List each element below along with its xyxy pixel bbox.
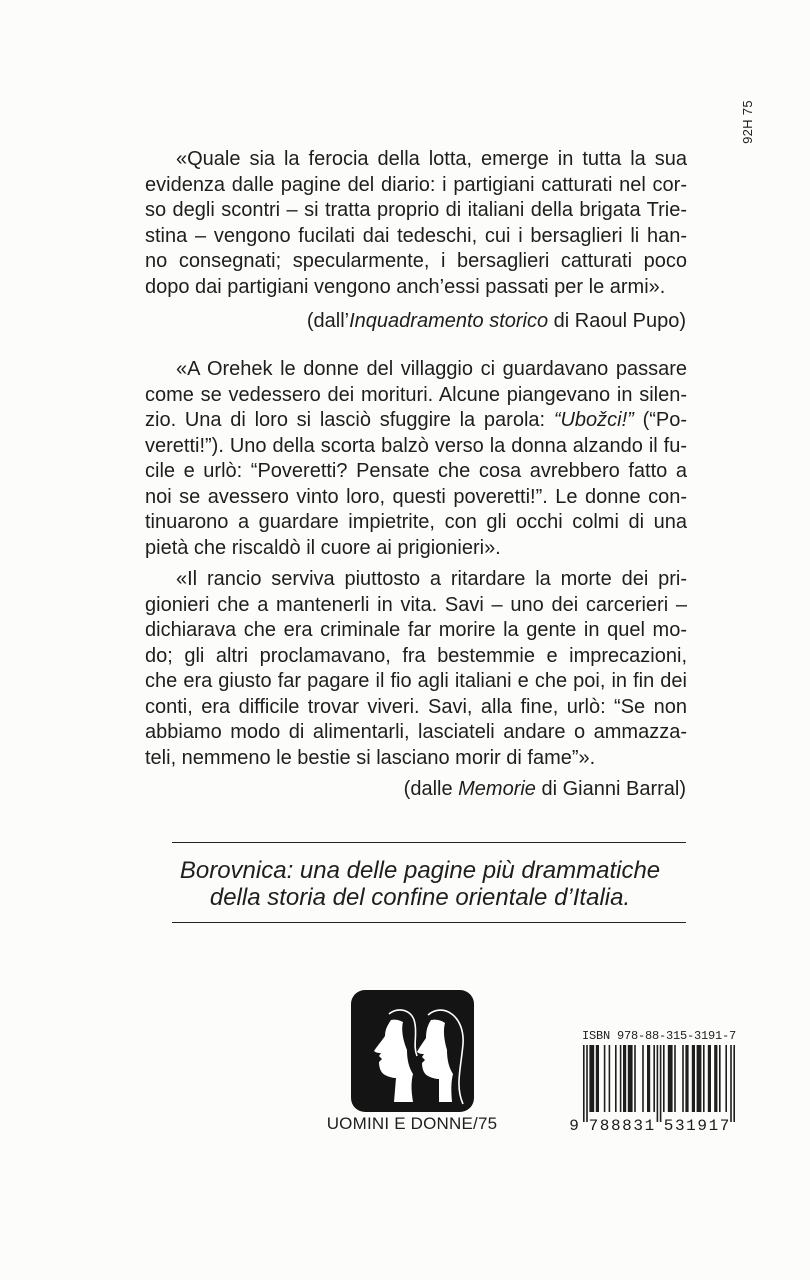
attribution-prefix: (dall’ <box>306 310 350 332</box>
attribution-title: Memorie <box>458 778 536 800</box>
attribution-title: Inquadramento storico <box>349 310 549 332</box>
barcode-bar <box>682 1045 684 1112</box>
barcode-bar <box>642 1045 644 1112</box>
line-text: (“Po- <box>633 409 688 431</box>
barcode-guard-bar <box>657 1045 659 1122</box>
passage-line: no consegnati; specularmente, i bersaglieri catturati poco <box>145 250 687 272</box>
tagline-line: Borovnica: una delle pagine più drammatiche <box>179 857 661 884</box>
tagline-line: della storia del confine orientale d’Italia. <box>209 884 631 911</box>
barcode-bar <box>703 1045 705 1112</box>
barcode-bar <box>719 1045 721 1112</box>
barcode-lead-digit: 9 <box>569 1117 579 1135</box>
barcode-guard-bar <box>730 1045 732 1122</box>
passage-line: cile e urlò: “Poveretti? Pensate che cosa avrebbero fatto a <box>145 460 687 482</box>
quote-passage-2 <box>145 357 687 561</box>
attribution-2 <box>145 777 686 803</box>
passage-line: dichiarava che era criminale far morire la gente in quel mo- <box>145 619 687 641</box>
barcode-bar <box>697 1045 702 1112</box>
quote-passage-3 <box>145 567 687 771</box>
quote-passage-1 <box>145 147 687 300</box>
barcode-guard-bar <box>583 1045 585 1122</box>
passage-line: che era giusto far pagare il fio agli italiani e che poi, in fin dei <box>145 670 687 692</box>
barcode-bar <box>609 1045 611 1112</box>
barcode-left-digits: 788831 <box>588 1117 656 1135</box>
barcode-guard-bar <box>733 1045 735 1122</box>
barcode-bar <box>634 1045 636 1112</box>
barcode-bar <box>685 1045 688 1112</box>
passage-line: pietà che riscaldò il cuore ai prigionieri». <box>145 536 501 559</box>
attribution-author: di Raoul Pupo) <box>548 310 686 332</box>
passage-line: conti, era difficile trovar viveri. Savi, alla fine, urlò: “Se non <box>145 695 687 718</box>
barcode-bar <box>628 1045 633 1112</box>
attribution-prefix: (dalle <box>403 778 459 800</box>
barcode-bar <box>708 1045 711 1112</box>
passage-line: stina – vengono fucilati dai tedeschi, cui i bersaglieri li han- <box>145 224 687 247</box>
passage-line: tinuarono a guardare impietrite, con gli occhi colmi di una <box>145 511 687 533</box>
barcode-bar <box>663 1045 665 1112</box>
line-text: zio. Una di loro si lasciò sfuggire la parola: <box>145 409 554 431</box>
barcode-bar <box>589 1045 594 1112</box>
barcode-bar <box>620 1045 622 1112</box>
quoted-word: “Ubožci!” <box>553 409 634 431</box>
passage-line: do; gli altri proclamavano, fra bestemmie e imprecazioni, <box>145 644 687 667</box>
barcode-bar <box>623 1045 626 1112</box>
attribution-1 <box>145 309 686 335</box>
catalog-code: 92H 75 <box>740 100 755 144</box>
barcode-bar <box>647 1045 650 1112</box>
attribution-author: di Gianni Barral) <box>535 778 686 800</box>
passage-line: teli, nemmeno le bestie si lasciano morir di fame”». <box>145 746 596 769</box>
passage-line: dopo dai partigiani vengono anch’essi passati per le armi». <box>145 275 666 298</box>
barcode-bar <box>674 1045 676 1112</box>
passage-line <box>145 408 687 434</box>
barcode-bar <box>725 1045 727 1112</box>
barcode-guard-bar <box>660 1045 662 1122</box>
barcode-bar <box>668 1045 673 1112</box>
two-profiles-logo-icon <box>351 990 474 1112</box>
barcode-bar <box>653 1045 655 1112</box>
barcode-right-digits: 531917 <box>663 1117 732 1135</box>
passage-line: «A Orehek le donne del villaggio ci guardavano passare <box>176 358 687 380</box>
passage-line: abbiamo modo di alimentarli, lasciateli andare o ammazza- <box>145 721 687 743</box>
barcode-guard-bar <box>586 1045 588 1122</box>
tagline <box>172 857 668 911</box>
passage-line: gionieri che a mantenerli in vita. Savi – uno dei carcerieri – <box>145 593 687 616</box>
isbn-barcode <box>568 1040 743 1135</box>
passage-line: evidenza dalle pagine del diario: i partigiani catturati nel cor- <box>145 173 687 196</box>
barcode-bars <box>583 1045 735 1122</box>
isbn-label: ISBN 978-88-315-3191-7 <box>582 1029 737 1043</box>
passage-line: «Il rancio serviva piuttosto a ritardare la morte dei pri- <box>176 568 687 590</box>
passage-line: so degli scontri – si tratta proprio di italiani della brigata Trie- <box>145 199 687 221</box>
tagline-bottom-rule <box>172 922 686 923</box>
series-label: UOMINI E DONNE/75 <box>326 1114 498 1133</box>
tagline-top-rule <box>172 842 686 843</box>
barcode-bar <box>714 1045 717 1112</box>
barcode-bar <box>692 1045 695 1112</box>
barcode-bar <box>604 1045 606 1112</box>
barcode-bar <box>615 1045 617 1112</box>
passage-line: «Quale sia la ferocia della lotta, emerge in tutta la sua <box>176 148 687 170</box>
passage-line: noi se avessero vinto loro, questi poveretti!”. Le donne con- <box>145 485 687 508</box>
logo-background <box>351 990 474 1112</box>
passage-line: veretti!”). Uno della scorta balzò verso la donna alzando il fu- <box>145 434 687 457</box>
passage-line: come se vedessero dei morituri. Alcune piangevano in silen- <box>145 383 687 406</box>
barcode-bar <box>596 1045 599 1112</box>
